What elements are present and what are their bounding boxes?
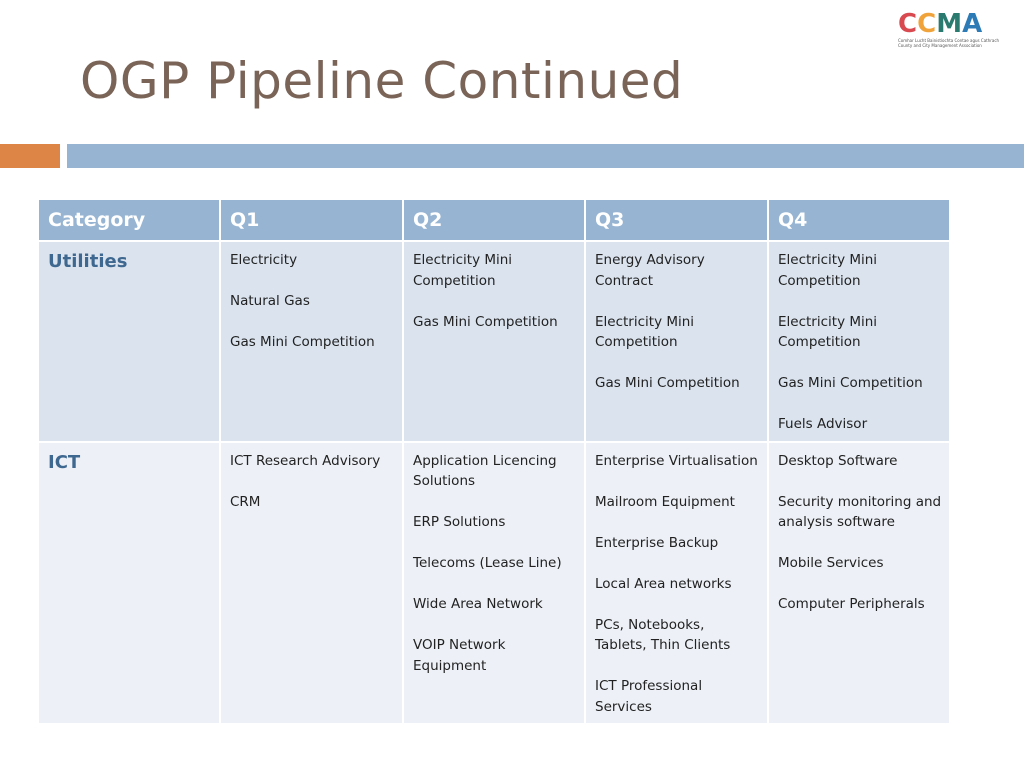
ccma-logo bbox=[898, 8, 998, 56]
slide-title: OGP Pipeline Continued bbox=[80, 52, 684, 110]
item-gap bbox=[413, 574, 575, 595]
item-gap bbox=[595, 471, 758, 492]
header-q4: Q4 bbox=[768, 199, 950, 241]
pipeline-item-line: Computer Peripherals bbox=[778, 596, 925, 612]
pipeline-item-line: Electricity Mini bbox=[778, 313, 878, 330]
pipeline-item-line: Enterprise Backup bbox=[595, 534, 719, 551]
accent-bar-orange bbox=[0, 144, 60, 168]
logo-letter: M bbox=[936, 9, 963, 39]
pipeline-item-line: Equipment bbox=[413, 657, 487, 674]
pipeline-item-line: Competition bbox=[595, 334, 678, 350]
pipeline-item-line: Local Area networks bbox=[595, 575, 732, 592]
item-gap bbox=[778, 471, 940, 492]
pipeline-item-line: Competition bbox=[413, 272, 496, 289]
item-gap bbox=[778, 394, 940, 415]
cell-q1 bbox=[220, 442, 403, 725]
pipeline-item-line: Energy Advisory bbox=[595, 252, 705, 268]
cell-q4 bbox=[768, 241, 950, 442]
pipeline-item-line: Competition bbox=[778, 272, 861, 289]
item-gap bbox=[230, 471, 393, 492]
pipeline-item-line: Gas Mini Competition bbox=[230, 334, 375, 350]
logo-letter: C bbox=[898, 9, 918, 39]
pipeline-item-line: Electricity bbox=[230, 252, 298, 268]
header-q1: Q1 bbox=[220, 199, 403, 241]
item-gap bbox=[413, 533, 575, 554]
pipeline-item-line: Application Licencing bbox=[413, 452, 557, 469]
cell-q2 bbox=[403, 241, 585, 442]
item-gap bbox=[595, 512, 758, 533]
table-header-row bbox=[38, 199, 950, 241]
logo-tagline-irish: Comhar Lucht Bainistíochta Contae agus Cathrach bbox=[898, 38, 1000, 43]
item-gap bbox=[778, 574, 940, 595]
cell-q3 bbox=[585, 442, 768, 725]
pipeline-item-line: Electricity Mini bbox=[778, 252, 878, 268]
pipeline-item-line: Electricity Mini bbox=[413, 252, 513, 268]
pipeline-item-line: Electricity Mini bbox=[595, 313, 695, 330]
pipeline-item-line: Tablets, Thin Clients bbox=[595, 637, 731, 653]
pipeline-item-line: Enterprise Virtualisation bbox=[595, 452, 758, 469]
item-gap bbox=[413, 492, 575, 513]
pipeline-item-line: Gas Mini Competition bbox=[595, 375, 740, 391]
pipeline-item-line: PCs, Notebooks, bbox=[595, 616, 705, 633]
cell-q3 bbox=[585, 241, 768, 442]
item-gap bbox=[595, 594, 758, 615]
pipeline-item-line: Gas Mini Competition bbox=[413, 313, 558, 330]
pipeline-item-line: Telecoms (Lease Line) bbox=[413, 555, 562, 571]
pipeline-item-line: Mailroom Equipment bbox=[595, 493, 735, 510]
pipeline-item-line: Fuels Advisor bbox=[778, 416, 868, 432]
pipeline-item-line: ERP Solutions bbox=[413, 514, 506, 530]
pipeline-table bbox=[37, 198, 951, 725]
item-gap bbox=[778, 353, 940, 374]
table-body bbox=[38, 241, 950, 724]
table-row bbox=[38, 241, 950, 442]
logo-mark bbox=[898, 8, 998, 38]
item-gap bbox=[230, 271, 393, 292]
pipeline-item-line: Natural Gas bbox=[230, 293, 310, 309]
item-gap bbox=[595, 353, 758, 374]
pipeline-item-line: VOIP Network bbox=[413, 637, 506, 653]
pipeline-item-line: CRM bbox=[230, 493, 261, 510]
item-gap bbox=[413, 615, 575, 636]
pipeline-item-line: analysis software bbox=[778, 514, 895, 530]
item-gap bbox=[413, 291, 575, 312]
row-category: ICT bbox=[38, 442, 220, 725]
row-category: Utilities bbox=[38, 241, 220, 442]
logo-tagline-english: County and City Management Association bbox=[898, 43, 982, 48]
pipeline-item-line: ICT Professional bbox=[595, 678, 703, 694]
header-q2: Q2 bbox=[403, 199, 585, 241]
item-gap bbox=[230, 312, 393, 333]
pipeline-item-line: ICT Research Advisory bbox=[230, 452, 381, 469]
pipeline-item-line: Wide Area Network bbox=[413, 596, 543, 612]
header-q3: Q3 bbox=[585, 199, 768, 241]
logo-letter: A bbox=[962, 9, 983, 39]
header-category: Category bbox=[38, 199, 220, 241]
pipeline-item-line: Solutions bbox=[413, 473, 476, 489]
pipeline-item-line: Security monitoring and bbox=[778, 493, 942, 510]
cell-q1 bbox=[220, 241, 403, 442]
table-row bbox=[38, 442, 950, 725]
item-gap bbox=[595, 291, 758, 312]
cell-q4 bbox=[768, 442, 950, 725]
logo-letter: C bbox=[917, 9, 937, 39]
pipeline-item-line: Mobile Services bbox=[778, 555, 884, 571]
pipeline-item-line: Services bbox=[595, 698, 652, 715]
item-gap bbox=[778, 291, 940, 312]
cell-q2 bbox=[403, 442, 585, 725]
item-gap bbox=[778, 533, 940, 554]
accent-bar-blue bbox=[67, 144, 1024, 168]
pipeline-item-line: Competition bbox=[778, 334, 861, 350]
item-gap bbox=[595, 553, 758, 574]
pipeline-item-line: Contract bbox=[595, 272, 654, 289]
pipeline-item-line: Desktop Software bbox=[778, 452, 898, 469]
item-gap bbox=[595, 656, 758, 677]
pipeline-item-line: Gas Mini Competition bbox=[778, 375, 923, 391]
